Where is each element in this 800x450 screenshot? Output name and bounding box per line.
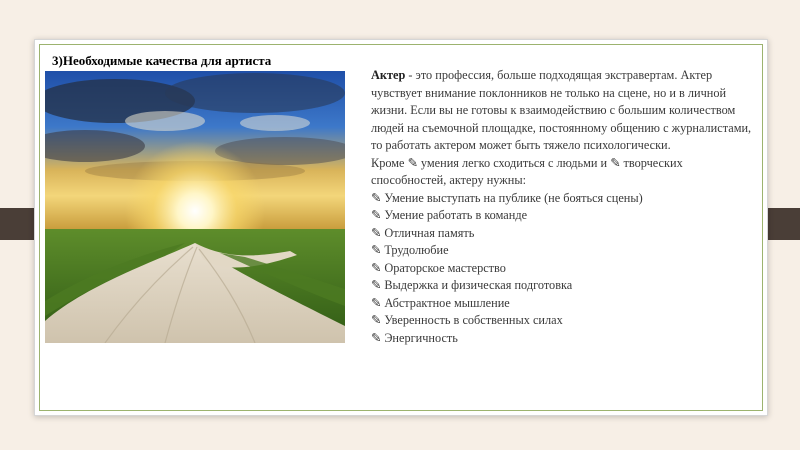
pencil-icon: ✎ <box>371 278 382 292</box>
list-item: ✎ Выдержка и физическая подготовка <box>371 278 573 292</box>
pencil-icon: ✎ <box>371 260 382 275</box>
intro-text: - это профессия, больше подходящая экстравертам. Актер чувствует внимание поклонников не только на сцене, но и в личной жизни. Если вы не готовы к взаимодействию с большим количеством людей на съемочной площадке, постоянному общению с журналистами, то работать актером может быть тяжело психологически. <box>371 68 752 152</box>
slide-inner-border <box>39 44 763 411</box>
slide-title: 3)Необходимые качества для артиста <box>52 53 272 68</box>
list-item: ✎ Энергичность <box>371 330 458 345</box>
pencil-icon: ✎ <box>371 243 382 257</box>
list-item: ✎ Абстрактное мышление <box>371 295 510 310</box>
list-item: ✎ Уверенность в собственных силах <box>371 313 563 327</box>
intro-paragraph <box>371 67 757 155</box>
list-item: ✎ Умение выступать на публике (не бояться сцены) <box>371 190 643 205</box>
pencil-icon: ✎ <box>371 313 382 327</box>
slide-card <box>34 39 768 416</box>
road-fork-photo <box>45 71 345 343</box>
list-item: ✎ Ораторское мастерство <box>371 260 506 275</box>
pencil-icon: ✎ <box>371 208 382 222</box>
list-item: ✎ Умение работать в команде <box>371 208 528 222</box>
pencil-icon: ✎ <box>371 190 382 205</box>
intro-bold-word: Актер <box>371 68 406 82</box>
pencil-icon: ✎ <box>407 155 418 170</box>
besides-text-c: творческих способностей, актеру нужны: <box>371 155 683 187</box>
pencil-icon: ✎ <box>371 330 382 345</box>
slide-text <box>371 67 757 347</box>
besides-text-a: Кроме <box>371 155 405 170</box>
besides-text-b: умения легко сходиться с людьми и <box>420 155 608 170</box>
list-item: ✎ Трудолюбие <box>371 243 449 257</box>
pencil-icon: ✎ <box>610 155 621 170</box>
list-item: ✎ Отличная память <box>371 225 475 240</box>
pencil-icon: ✎ <box>371 295 382 310</box>
qualities-list <box>371 190 757 348</box>
pencil-icon: ✎ <box>371 225 382 240</box>
besides-paragraph <box>371 155 757 190</box>
